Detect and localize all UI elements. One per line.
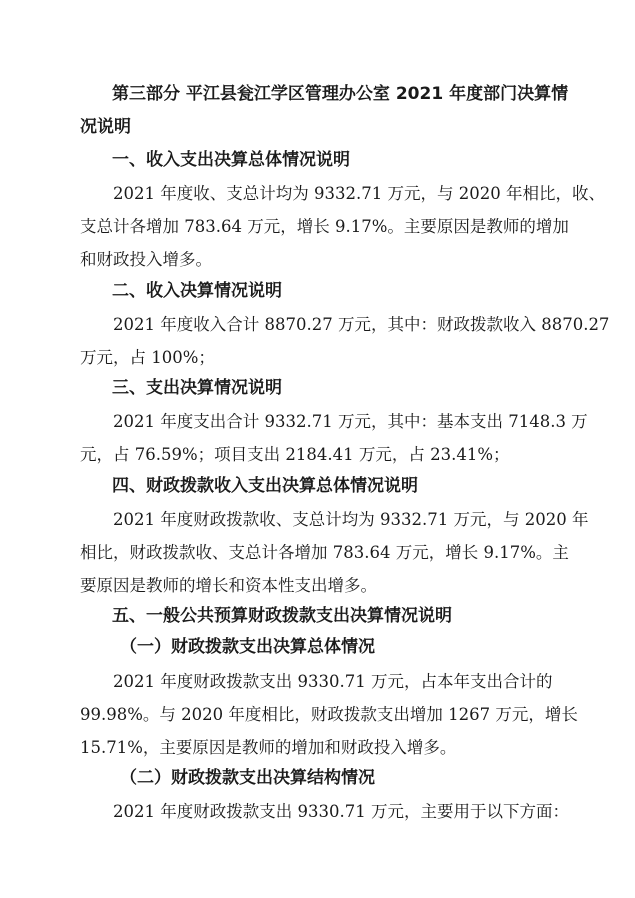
subsection-heading-2: （二）财政拨款支出决算结构情况	[120, 768, 375, 788]
paragraph-line: 2021 年度财政拨款支出 9330.71 万元，占本年支出合计的	[113, 672, 553, 691]
paragraph-line: 支总计各增加 783.64 万元，增长 9.17%。主要原因是教师的增加	[80, 217, 569, 236]
paragraph-line: 99.98%。与 2020 年度相比，财政拨款支出增加 1267 万元，增长	[80, 705, 578, 724]
section-heading-1: 一、收入支出决算总体情况说明	[112, 150, 350, 170]
paragraph-line: 万元，占 100%；	[80, 348, 215, 367]
paragraph-line: 2021 年度收、支总计均为 9332.71 万元，与 2020 年相比，收、	[113, 184, 605, 203]
section-body-1	[80, 177, 605, 276]
subsection-body-2	[80, 795, 570, 828]
section-body-2	[80, 308, 610, 374]
paragraph-line: 2021 年度财政拨款支出 9330.71 万元，主要用于以下方面：	[113, 802, 569, 821]
paragraph-line: 要原因是教师的增长和资本性支出增多。	[80, 576, 377, 595]
subsection-heading-1: （一）财政拨款支出决算总体情况	[120, 637, 375, 657]
paragraph-line: 2021 年度收入合计 8870.27 万元，其中：财政拨款收入 8870.27	[113, 315, 610, 334]
paragraph-line: 2021 年度财政拨款收、支总计均为 9332.71 万元，与 2020 年	[113, 510, 589, 529]
paragraph-line: 15.71%，主要原因是教师的增加和财政投入增多。	[80, 738, 457, 757]
section-heading-5: 五、一般公共预算财政拨款支出决算情况说明	[112, 606, 452, 626]
section-heading-4: 四、财政拨款收入支出决算总体情况说明	[112, 476, 418, 496]
title-line-2: 况说明	[80, 117, 131, 137]
section-heading-2: 二、收入决算情况说明	[112, 281, 282, 301]
paragraph-line: 相比，财政拨款收、支总计各增加 783.64 万元，增长 9.17%。主	[80, 543, 569, 562]
paragraph-line: 2021 年度支出合计 9332.71 万元，其中：基本支出 7148.3 万	[113, 412, 588, 431]
section-body-4	[80, 503, 589, 602]
paragraph-line: 元，占 76.59%；项目支出 2184.41 万元，占 23.41%；	[80, 445, 510, 464]
section-heading-3: 三、支出决算情况说明	[112, 378, 282, 398]
paragraph-line: 和财政投入增多。	[80, 250, 212, 269]
section-body-3	[80, 405, 588, 471]
title-line-1: 第三部分 平江县瓮江学区管理办公室 2021 年度部门决算情	[112, 84, 569, 104]
subsection-body-1	[80, 665, 578, 764]
